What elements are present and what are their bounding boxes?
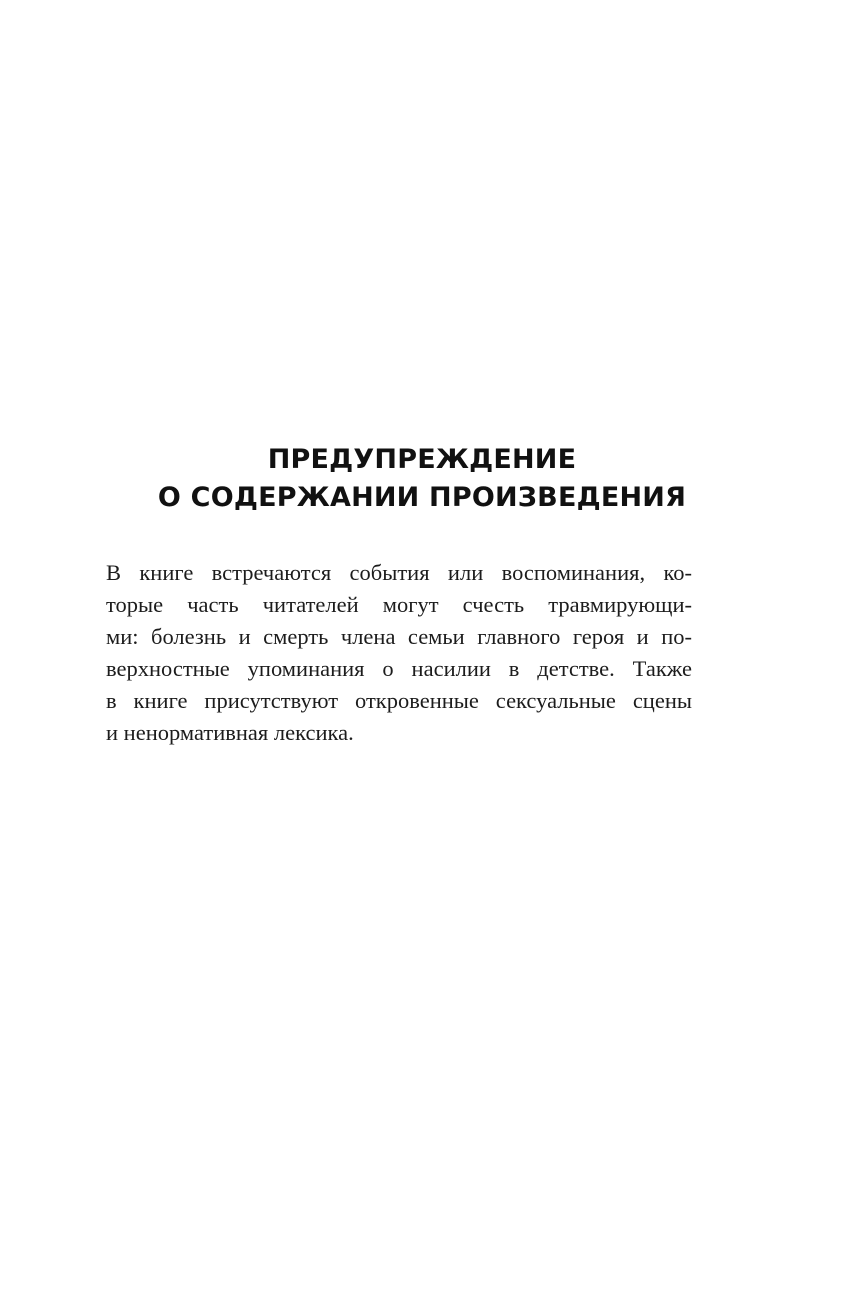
paragraph-line-5: в книге присутствуют откровенные сексуальные сцены bbox=[106, 688, 692, 713]
warning-heading-line-1: ПРЕДУПРЕЖДЕНИЕ bbox=[267, 444, 577, 475]
paragraph-line-6: и ненормативная лексика. bbox=[106, 720, 354, 745]
warning-heading-line-2: О СОДЕРЖАНИИ ПРОИЗВЕДЕНИЯ bbox=[157, 482, 687, 513]
paragraph-line-2: торые часть читателей могут счесть травмирующи- bbox=[106, 592, 692, 617]
paragraph-line-1: В книге встречаются события или воспоминания, ко- bbox=[106, 560, 692, 585]
paragraph-line-4: верхностные упоминания о насилии в детстве. Также bbox=[106, 656, 692, 681]
paragraph-line-3: ми: болезнь и смерть члена семьи главного героя и по- bbox=[106, 624, 692, 649]
